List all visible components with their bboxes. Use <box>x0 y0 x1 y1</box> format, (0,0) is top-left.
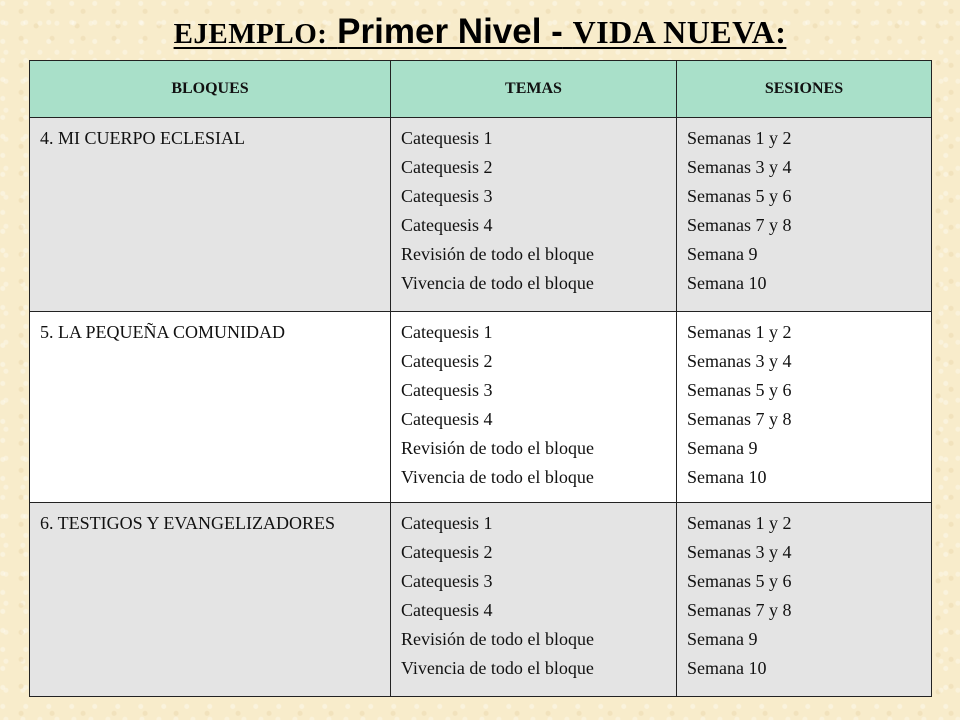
header-bloques: BLOQUES <box>30 61 391 118</box>
tema-item: Revisión de todo el bloque <box>401 244 594 264</box>
sesion-item: Semanas 1 y 2 <box>687 128 792 148</box>
temas-cell <box>391 312 677 503</box>
bloque-cell: 5. LA PEQUEÑA COMUNIDAD <box>30 312 391 503</box>
table-header-row <box>30 61 932 118</box>
sesion-item: Semanas 5 y 6 <box>687 380 792 400</box>
tema-item: Catequesis 3 <box>401 571 493 591</box>
sesiones-cell <box>677 312 932 503</box>
tema-item: Catequesis 4 <box>401 600 493 620</box>
sesion-item: Semana 10 <box>687 658 767 678</box>
sesion-item: Semanas 1 y 2 <box>687 513 792 533</box>
sesion-item: Semana 10 <box>687 273 767 293</box>
sesion-item: Semanas 5 y 6 <box>687 186 792 206</box>
tema-item: Vivencia de todo el bloque <box>401 658 594 678</box>
temas-cell <box>391 118 677 312</box>
table-row <box>30 503 932 697</box>
page-title <box>0 12 960 52</box>
sesiones-cell <box>677 503 932 697</box>
sesion-item: Semanas 3 y 4 <box>687 351 792 371</box>
tema-item: Catequesis 1 <box>401 513 493 533</box>
tema-item: Catequesis 2 <box>401 351 493 371</box>
tema-item: Catequesis 4 <box>401 409 493 429</box>
tema-item: Catequesis 1 <box>401 322 493 342</box>
tema-item: Vivencia de todo el bloque <box>401 273 594 293</box>
sesion-item: Semanas 1 y 2 <box>687 322 792 342</box>
sesion-item: Semana 9 <box>687 629 758 649</box>
header-temas: TEMAS <box>391 61 677 118</box>
tema-item: Catequesis 4 <box>401 215 493 235</box>
tema-item: Revisión de todo el bloque <box>401 629 594 649</box>
sesion-item: Semanas 3 y 4 <box>687 157 792 177</box>
table-row <box>30 118 932 312</box>
sesion-item: Semana 9 <box>687 244 758 264</box>
table-row <box>30 312 932 503</box>
sesion-item: Semanas 3 y 4 <box>687 542 792 562</box>
title-prefix: EJEMPLO: <box>173 18 328 50</box>
bloque-cell: 4. MI CUERPO ECLESIAL <box>30 118 391 312</box>
sesion-item: Semanas 7 y 8 <box>687 215 792 235</box>
tema-item: Revisión de todo el bloque <box>401 438 594 458</box>
sesion-item: Semanas 5 y 6 <box>687 571 792 591</box>
sesion-item: Semanas 7 y 8 <box>687 409 792 429</box>
sesion-item: Semanas 7 y 8 <box>687 600 792 620</box>
tema-item: Vivencia de todo el bloque <box>401 467 594 487</box>
schedule-table <box>29 60 932 697</box>
tema-item: Catequesis 1 <box>401 128 493 148</box>
bloque-cell: 6. TESTIGOS Y EVANGELIZADORES <box>30 503 391 697</box>
temas-cell <box>391 503 677 697</box>
tema-item: Catequesis 3 <box>401 380 493 400</box>
tema-item: Catequesis 3 <box>401 186 493 206</box>
title-level: Primer Nivel - <box>337 12 563 51</box>
tema-item: Catequesis 2 <box>401 542 493 562</box>
tema-item: Catequesis 2 <box>401 157 493 177</box>
sesiones-cell <box>677 118 932 312</box>
title-program: VIDA NUEVA: <box>572 14 787 50</box>
header-sesiones: SESIONES <box>677 61 932 118</box>
sesion-item: Semana 10 <box>687 467 767 487</box>
sesion-item: Semana 9 <box>687 438 758 458</box>
